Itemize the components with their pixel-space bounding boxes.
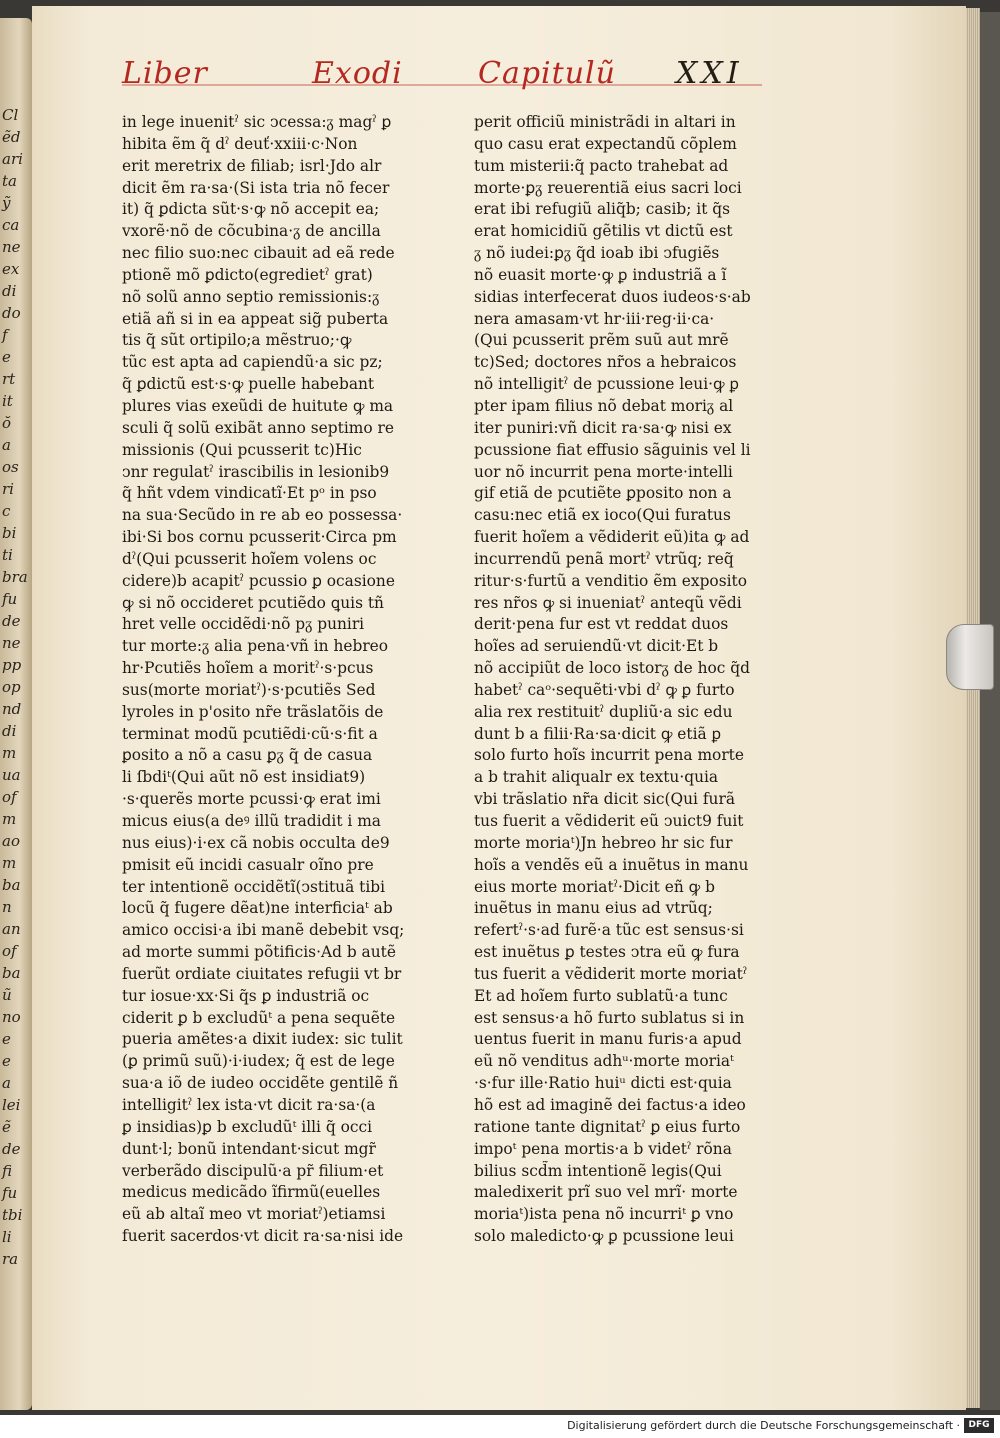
text-line: est sensus·a hõ furto sublatus si in — [474, 1008, 745, 1027]
text-line: (Qui pcusserit prẽm suũ aut mrẽ — [474, 331, 729, 350]
text-line: missionis (Qui pcusserit tc)Hic — [122, 440, 362, 459]
dfg-logo: DFG — [964, 1418, 994, 1433]
text-line: cidere)b acapitˀ pcussio ꝑ ocasione — [122, 571, 395, 590]
text-line: eũ nõ venditus adhᵘ·morte moriaᵗ — [474, 1052, 734, 1071]
text-line: dunt b a filii·Ra·sa·dicit ꝙ etiã ꝑ — [474, 724, 722, 743]
left-page-fragment: ca — [2, 216, 20, 234]
text-line: bilius scd̃m intentionẽ legis(Qui — [474, 1161, 722, 1180]
left-page-fragment: ba — [2, 876, 21, 894]
text-line: tur morte:ᵹ alia pena·vñ in hebreo — [122, 637, 389, 656]
text-line: tis q̃ sũt ortipilo;a mẽstruo;·ꝙ — [122, 331, 352, 350]
left-page-fragment: ba — [2, 964, 21, 982]
left-page-fragment: of — [2, 788, 17, 806]
left-page-fragment: lei — [2, 1096, 21, 1114]
left-page-fragment: ri — [2, 480, 14, 498]
text-column-left — [122, 112, 407, 1248]
running-head-exodi: Exodi — [312, 56, 403, 91]
text-line: dunt·l; bonũ intendant·sicut mgr̃ — [122, 1139, 376, 1158]
text-line: in lege inuenitˀ sic ↄcessa:ᵹ magˀ ꝑ — [122, 113, 392, 131]
text-line: vxorẽ·nõ de cõcubina·ᵹ de ancilla — [122, 222, 381, 241]
text-line: ter intentionẽ occidẽtĩ(ↄstituã tibi — [122, 877, 386, 896]
text-line: est inuẽtus ꝑ testes ↄtra eũ ꝙ fura — [474, 943, 740, 962]
left-page-fragment: no — [2, 1008, 21, 1026]
text-line: nus eius)·i·ex cã nobis occulta de9 — [122, 833, 390, 852]
left-page-fragment: Cl — [2, 106, 19, 124]
left-page-fragment: m — [2, 744, 17, 762]
text-line: perit officiũ ministrãdi in altari in — [474, 113, 736, 131]
text-line: q̃ ꝑdictũ est·s·ꝙ puelle habebant — [122, 375, 375, 394]
left-page-fragment: n — [2, 898, 12, 916]
text-line: plures vias exeũdi de huitute ꝙ ma — [122, 396, 394, 415]
left-page-fragment: op — [2, 678, 21, 696]
head-rule — [122, 84, 762, 86]
page-clip — [946, 624, 994, 690]
text-line: vbi trãslatio nr̃a dicit sic(Qui furã — [474, 790, 736, 809]
text-line: solo furto hoĩs incurrit pena morte — [474, 746, 744, 765]
left-page-fragment: ẽ — [2, 1118, 11, 1136]
text-line: ad morte summi põtificis·Ad b autẽ — [122, 943, 396, 962]
left-page-fragment: li — [2, 1228, 12, 1246]
text-line: hret velle occidẽdi·nõ pᵹ puniri — [122, 615, 365, 634]
text-line: gif etiã de pcutiẽte ꝑposito non a — [474, 484, 732, 503]
text-line: casu:nec etiã ex ioco(Qui furatus — [474, 506, 731, 525]
text-line: tum misterii:q̃ pacto trahebat ad — [474, 156, 729, 175]
text-line: etiã añ si in ea appeat sig̃ puberta — [122, 309, 389, 328]
text-line: nec filio suo:nec cibauit ad eã rede — [122, 244, 395, 263]
text-line: micus eius(a deꝰ illũ tradidit i ma — [122, 812, 381, 830]
text-line: sus(morte moriatˀ)·s·pcutiẽs Sed — [122, 680, 376, 699]
left-page-fragment: tbi — [2, 1206, 23, 1224]
text-line: nõ accipiũt de loco istorᵹ de hoc q̃d — [474, 659, 751, 678]
footer-bar — [0, 1415, 1000, 1438]
text-line: ·s·fur ille·Ratio huiᵘ dicti est·quia — [474, 1074, 732, 1093]
left-page-fragment: ũ — [2, 986, 12, 1004]
text-line: res nr̃os ꝙ si inueniatˀ anteqũ vẽdi — [474, 593, 742, 612]
left-page-fragment: pp — [2, 656, 22, 674]
text-line: nõ solũ anno septio remissionis:ᵹ — [122, 287, 380, 306]
left-page-fragment: ex — [2, 260, 20, 278]
left-page-fragment: os — [2, 458, 19, 476]
text-line: ꝑ insidias)ꝑ b excludũᵗ illi q̃ occi — [122, 1117, 373, 1136]
text-line: nõ intelligitˀ de pcussione leui·ꝙ ꝑ — [474, 375, 739, 394]
text-line: eius morte moriatˀ·Dicit eñ ꝙ b — [474, 877, 715, 896]
text-line: iter puniri:vñ dicit ra·sa·ꝙ nisi ex — [474, 418, 732, 437]
left-page-fragment: a — [2, 436, 11, 454]
left-page-fragment: ari — [2, 150, 23, 168]
text-line: sidias interfecerat duos iudeos·s·ab — [474, 287, 751, 306]
text-line: alia rex restituitˀ dupliũ·a sic edu — [474, 702, 733, 721]
text-line: a b trahit aliqualr ex textu·quia — [474, 768, 719, 787]
left-page-fragment: m — [2, 810, 17, 828]
text-line: hoĩes ad seruiendũ·vt dicit·Et b — [474, 637, 719, 656]
text-line: solo maledicto·ꝙ ꝑ pcussione leui — [474, 1227, 734, 1246]
text-line: nõ euasit morte·ꝙ ꝑ industriã a ĩ — [474, 265, 727, 284]
text-line: ·s·querẽs morte pcussi·ꝙ erat imi — [122, 790, 381, 809]
text-line: tũc est apta ad capiendũ·a sic pz; — [122, 353, 383, 372]
text-line: lyroles in p'osito nr̃e trãslatõis de — [122, 702, 384, 721]
text-line: ptionẽ mõ ꝑdicto(egredietˀ grat) — [122, 265, 373, 284]
left-page-fragment: rt — [2, 370, 16, 388]
text-line: tc)Sed; doctores nr̃os a hebraicos — [474, 353, 737, 372]
left-page-fragment: ne — [2, 634, 21, 652]
left-page-fragment: it — [2, 392, 13, 410]
text-line: ꝑosito a nõ a casu ꝑᵹ q̃ de casua — [122, 746, 373, 765]
text-line: dicit ẽm ra·sa·(Si ista tria nõ fecer — [122, 178, 390, 197]
text-line: it) q̃ ꝑdicta sũt·s·ꝙ nõ accepit ea; — [122, 200, 380, 219]
left-page-fragment: do — [2, 304, 21, 322]
left-page-fragment: de — [2, 1140, 21, 1158]
left-page-fragment: ŏ — [2, 414, 12, 432]
footer-credit: Digitalisierung gefördert durch die Deutsche Forschungsgemeinschaft · — [567, 1419, 960, 1432]
running-head-liber: Liber — [122, 56, 208, 91]
text-line: hõ est ad imaginẽ dei factus·a ideo — [474, 1095, 746, 1114]
text-line: pcussione fiat effusio sãguinis vel li — [474, 440, 751, 459]
left-page-fragment: di — [2, 282, 17, 300]
left-page-fragment: ta — [2, 172, 17, 190]
text-line: moriaᵗ)ista pena nõ incurriᵗ ꝑ vno — [474, 1205, 734, 1224]
left-page-fragment: ti — [2, 546, 13, 564]
text-line: tus fuerit a vẽdiderit eũ ↄuict9 fuit — [474, 812, 744, 830]
text-line: eũ ab altaĩ meo vt moriatˀ)etiamsi — [122, 1205, 386, 1224]
text-line: derit·pena fur est vt reddat duos — [474, 615, 729, 634]
text-line: li ſbdiᵗ(Qui aũt nõ est insidiat9) — [122, 768, 366, 787]
text-line: erat homicidiũ gẽtilis vt dictũ est — [474, 222, 733, 241]
left-page-fragment: a — [2, 1074, 11, 1092]
left-page-fragment: m — [2, 854, 17, 872]
text-line: locũ q̃ fugere dẽat)ne interficiaᵗ ab — [122, 899, 393, 918]
left-page-fragment: e — [2, 1052, 11, 1070]
left-page-fragment: c — [2, 502, 11, 520]
text-line: pter ipam filius nõ debat moriᵹ al — [474, 396, 734, 415]
text-line: ritur·s·furtũ a venditio ẽm exposito — [474, 571, 747, 590]
text-line: ratione tante dignitatˀ ꝑ eius furto — [474, 1117, 741, 1136]
text-line: amico occisi·a ibi manẽ debebit vsq; — [122, 921, 405, 940]
left-page-edge — [0, 18, 32, 1410]
left-page-fragment: e — [2, 348, 11, 366]
text-line: ᵹ nõ iudei:ꝑᵹ q̃d ioab ibi ↄfugiẽs — [474, 244, 720, 263]
text-line: fuerũt ordiate ciuitates refugii vt br — [122, 964, 402, 983]
text-line: na sua·Secũdo in re ab eo possessa· — [122, 506, 403, 525]
text-line: refertˀ·s·ad furẽ·a tũc est sensus·si — [474, 921, 744, 940]
text-line: pmisit eũ incidi casualr oĩno pre — [122, 855, 374, 874]
left-page-fragment: ỹ — [2, 194, 11, 212]
left-page-fragment: fu — [2, 590, 18, 608]
text-line: tus fuerit a vẽdiderit morte moriatˀ — [474, 964, 748, 983]
text-line: medicus medicãdo ĩfirmũ(euelles — [122, 1183, 381, 1202]
left-page-fragment: ẽd — [2, 128, 21, 146]
left-page-fragment: di — [2, 722, 17, 740]
left-page-fragment: bra — [2, 568, 28, 586]
text-line: fuerit hoĩem a vẽdiderit eũ)ita ꝙ ad — [474, 528, 750, 547]
left-page-fragment: of — [2, 942, 17, 960]
text-column-right — [474, 112, 759, 1248]
text-line: sculi q̃ solũ exibãt anno septimo re — [122, 418, 394, 437]
text-line: pueria amẽtes·a dixit iudex: sic tulit — [122, 1030, 403, 1049]
text-line: ciderit ꝑ b excludũᵗ a pena sequẽte — [122, 1008, 396, 1027]
left-page-fragment: fi — [2, 1162, 13, 1180]
text-line: ↄnr regulatˀ irascibilis in lesionib9 — [122, 462, 390, 481]
left-page-fragment: ua — [2, 766, 21, 784]
text-line: morte moriaᵗ)Jn hebreo hr sic fur — [474, 833, 733, 852]
left-page-fragment: fu — [2, 1184, 18, 1202]
text-line: maledixerit prĩ suo vel mrĩ· morte — [474, 1183, 738, 1202]
left-page-fragment: f — [2, 326, 8, 344]
text-line: inuẽtus in manu eius ad vtrũq; — [474, 899, 713, 918]
text-line: hr·Pcutiẽs hoĩem a moritˀ·s·pcus — [122, 659, 374, 678]
text-line: nera amasam·vt hr·iii·reg·ii·ca· — [474, 309, 715, 328]
text-line: ꝙ si nõ occideret pcutiẽdo ꝗuis tñ — [122, 593, 384, 612]
text-line: verberãdo discipulũ·a pr̃ filium·et — [122, 1161, 384, 1180]
left-page-fragment: ne — [2, 238, 21, 256]
text-line: habetˀ caᵒ·sequẽti·vbi dˀ ꝙ ꝑ furto — [474, 680, 735, 699]
text-line: dˀ(Qui pcusserit hoĩem volens oc — [122, 549, 377, 568]
left-page-fragment: an — [2, 920, 21, 938]
running-head-chapter-number: XXI — [676, 56, 743, 91]
text-line: Et ad hoĩem furto sublatũ·a tunc — [474, 986, 728, 1005]
text-line: incurrendũ penã mortˀ vtrũq; req̃ — [474, 549, 734, 568]
left-page-fragment: ra — [2, 1250, 19, 1268]
running-head-capitulum: Capitulũ — [478, 56, 616, 91]
text-line: impoᵗ pena mortis·a b videtˀ rõna — [474, 1139, 732, 1158]
text-line: tur iosue·xx·Si q̃s ꝑ industriã oc — [122, 986, 370, 1005]
text-line: terminat modũ pcutiẽdi·cũ·s·fit a — [122, 724, 378, 743]
text-line: q̃ hñt vdem vindicatĩ·Et pᵒ in pso — [122, 484, 377, 503]
left-page-fragment: nd — [2, 700, 22, 718]
text-line: hibita ẽm q̃ dˀ deuť·xxiii·c·Non — [122, 134, 358, 153]
text-line: (ꝑ primũ suũ)·i·iudex; q̃ est de lege — [122, 1052, 395, 1071]
left-page-fragment: ao — [2, 832, 20, 850]
text-line: quo casu erat expectandũ cõplem — [474, 134, 737, 153]
left-page-fragment: de — [2, 612, 21, 630]
text-line: fuerit sacerdos·vt dicit ra·sa·nisi ide — [122, 1227, 404, 1246]
book-cover-edge — [980, 12, 1000, 1410]
page-stack-edge — [966, 8, 980, 1408]
text-line: ibi·Si bos cornu pcusserit·Circa pm — [122, 528, 397, 547]
left-page-fragment: bi — [2, 524, 17, 542]
text-line: morte·ꝑᵹ reuerentiã eius sacri loci — [474, 178, 742, 197]
text-line: uentus fuerit in manu furis·a apud — [474, 1030, 742, 1049]
text-line: sua·a iõ de iudeo occidẽte gentilẽ ñ — [122, 1074, 399, 1093]
text-line: erat ibi refugiũ aliq̃b; casib; it q̃s — [474, 200, 731, 219]
text-line: erit meretrix de filiab; isrl·Jdo alr — [122, 156, 382, 175]
text-line: uor nõ incurrit pena morte·intelli — [474, 462, 733, 481]
left-page-fragment: e — [2, 1030, 11, 1048]
text-line: intelligitˀ lex ista·vt dicit ra·sa·(a — [122, 1095, 376, 1114]
text-line: hoĩs a vendẽs eũ a inuẽtus in manu — [474, 855, 749, 874]
